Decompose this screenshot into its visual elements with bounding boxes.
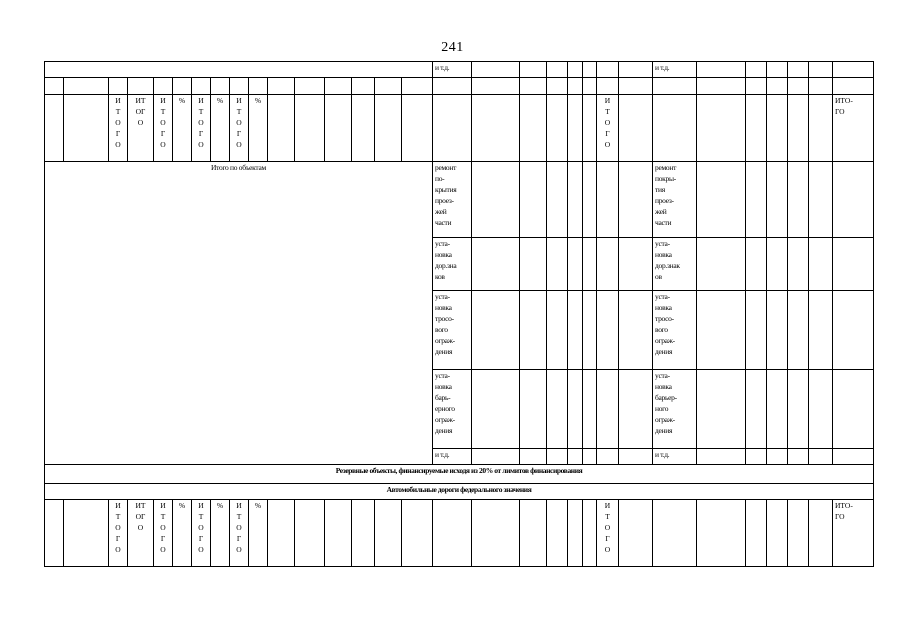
etc-cell-left: и т.д. — [433, 449, 472, 465]
percent-cell: % — [249, 499, 268, 566]
work-right-1: ремонт покры- тия проез- жей части — [653, 161, 697, 237]
itogo-vertical: И Т О Г О — [230, 94, 249, 161]
work-right-2: уста- новка дор.знак ов — [653, 237, 697, 290]
itogo-vertical: И Т О Г О — [109, 499, 128, 566]
itogo-vertical: И Т О Г О — [597, 499, 619, 566]
page-number: 241 — [441, 40, 464, 55]
work-left-4: уста- новка барь- ерного ограж- дения — [433, 369, 472, 448]
reserve-title: Резервные объекты, финансируемые исходя из 20% от лимитов финансирования — [45, 465, 874, 483]
work-row-1 — [45, 161, 874, 237]
financing-table — [44, 61, 874, 567]
itogo-split: ИТ ОГ О — [128, 499, 154, 566]
work-right-4: уста- новка барьер- ного ограж- дения — [653, 369, 697, 448]
itogo-row-bottom — [45, 499, 874, 566]
itogo-vertical: И Т О Г О — [230, 499, 249, 566]
percent-cell: % — [211, 499, 230, 566]
percent-cell: % — [211, 94, 230, 161]
etc-cell-right: и т.д. — [653, 62, 697, 78]
percent-cell: % — [249, 94, 268, 161]
federal-roads-title: Автомобильные дороги федерального значения — [45, 483, 874, 499]
etc-cell-right: и т.д. — [653, 449, 697, 465]
itogo-vertical: И Т О Г О — [109, 94, 128, 161]
federal-roads-row — [45, 483, 874, 499]
itogo-right: ИТО- ГО — [833, 499, 874, 566]
percent-cell: % — [173, 94, 192, 161]
itogo-split: ИТ ОГ О — [128, 94, 154, 161]
work-left-3: уста- новка тросо- вого ограж- дения — [433, 290, 472, 369]
itogo-vertical: И Т О Г О — [192, 499, 211, 566]
reserve-row — [45, 465, 874, 483]
percent-cell: % — [173, 499, 192, 566]
itogo-vertical: И Т О Г О — [154, 94, 173, 161]
etc-cell-left: и т.д. — [433, 62, 472, 78]
itogo-vertical: И Т О Г О — [597, 94, 619, 161]
itogo-vertical: И Т О Г О — [154, 499, 173, 566]
total-objects-cell: Итого по объектам — [45, 161, 433, 465]
itogo-right: ИТО- ГО — [833, 94, 874, 161]
work-left-2: уста- новка дор.зна ков — [433, 237, 472, 290]
itogo-vertical: И Т О Г О — [192, 94, 211, 161]
header-row-2 — [45, 78, 874, 94]
work-left-1: ремонт по- крытия проез- жей части — [433, 161, 472, 237]
work-right-3: уста- новка тросо- вого ограж- дения — [653, 290, 697, 369]
itogo-row-top — [45, 94, 874, 161]
header-row-1 — [45, 62, 874, 78]
